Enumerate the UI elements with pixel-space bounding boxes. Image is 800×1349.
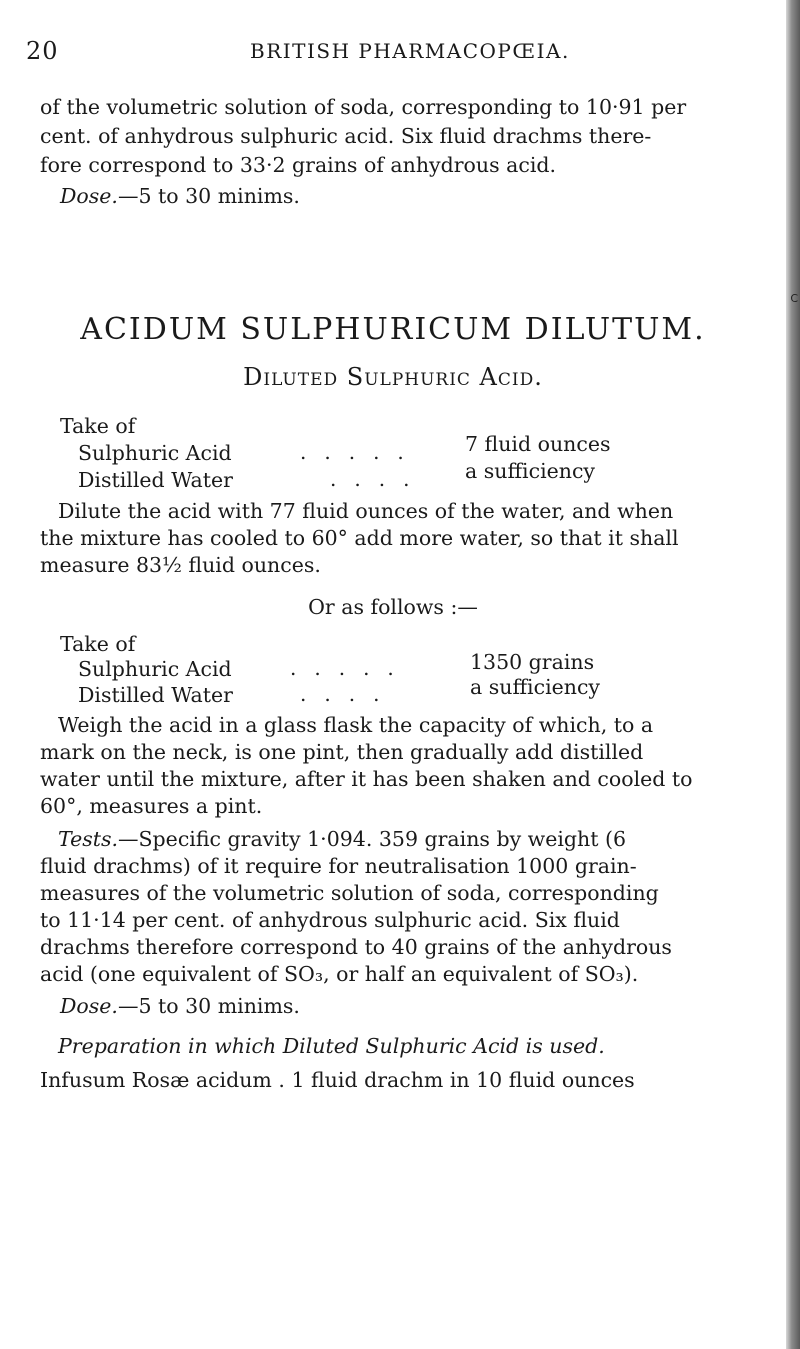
dose-2 xyxy=(60,993,300,1020)
tests-line-5: drachms therefore correspond to 40 grains of the anhydrous xyxy=(40,935,672,959)
leader-dots: ..... xyxy=(290,656,412,680)
or-as-follows: Or as follows :— xyxy=(308,595,478,619)
ingredient-name: Sulphuric Acid xyxy=(78,441,232,465)
ingredient-quantity: a sufficiency xyxy=(470,675,601,699)
method1-line-2: the mixture has cooled to 60° add more water, so that it shall xyxy=(40,526,679,550)
edge-mark: C xyxy=(790,292,798,305)
take-of-1: Take of xyxy=(60,414,136,438)
tests-line-6: acid (one equivalent of SO₃, or half an equivalent of SO₃). xyxy=(40,962,639,986)
tests-line-3: measures of the volumetric solution of soda, corresponding xyxy=(40,881,659,905)
intro-line-3: fore correspond to 33·2 grains of anhydrous acid. xyxy=(40,153,557,177)
method2-line-3: water until the mixture, after it has been shaken and cooled to xyxy=(40,767,693,791)
monograph-title: ACIDUM SULPHURICUM DILUTUM. xyxy=(80,312,706,347)
method1-line-1: Dilute the acid with 77 fluid ounces of the water, and when xyxy=(58,499,674,523)
tests-line-1 xyxy=(58,826,626,853)
leader-dots: .... xyxy=(330,467,428,491)
tests-line-4: to 11·14 per cent. of anhydrous sulphuric acid. Six fluid xyxy=(40,908,620,932)
preparation-heading: Preparation in which Diluted Sulphuric Acid is used. xyxy=(58,1034,605,1058)
dose-label: Dose. xyxy=(60,184,118,208)
dose-label: Dose. xyxy=(60,994,118,1018)
monograph-subtitle: Diluted Sulphuric Acid. xyxy=(243,363,543,391)
ingredient-quantity: a sufficiency xyxy=(465,459,596,483)
dose-value: —5 to 30 minims. xyxy=(117,184,300,208)
running-head: BRITISH PHARMACOPŒIA. xyxy=(250,39,570,63)
intro-line-1: of the volumetric solution of soda, corresponding to 10·91 per xyxy=(40,95,687,119)
page-edge-shadow xyxy=(786,0,800,1349)
preparation-item-name: Infusum Rosæ acidum xyxy=(40,1068,272,1092)
tests-text: —Specific gravity 1·094. 359 grains by weight (6 xyxy=(118,827,627,851)
method2-line-4: 60°, measures a pint. xyxy=(40,794,263,818)
ingredient-quantity: 7 fluid ounces xyxy=(465,432,611,456)
leader-dots: ..... xyxy=(300,440,422,464)
take-of-2: Take of xyxy=(60,632,136,656)
ingredient-name: Sulphuric Acid xyxy=(78,657,232,681)
ingredient-quantity: 1350 grains xyxy=(470,650,595,674)
method1-line-3: measure 83½ fluid ounces. xyxy=(40,553,321,577)
ingredient-name: Distilled Water xyxy=(78,468,233,492)
method2-line-1: Weigh the acid in a glass flask the capacity of which, to a xyxy=(58,713,654,737)
preparation-item xyxy=(40,1067,635,1094)
ingredient-name: Distilled Water xyxy=(78,683,233,707)
page-header xyxy=(0,37,786,67)
separator-dot: . xyxy=(271,1068,292,1092)
dose-value: —5 to 30 minims. xyxy=(117,994,300,1018)
intro-dose xyxy=(60,183,300,210)
intro-line-2: cent. of anhydrous sulphuric acid. Six fluid drachms there- xyxy=(40,124,652,148)
method2-line-2: mark on the neck, is one pint, then gradually add distilled xyxy=(40,740,644,764)
page-number: 20 xyxy=(26,37,59,65)
preparation-item-amount: 1 fluid drachm in 10 fluid ounces xyxy=(291,1068,635,1092)
tests-line-2: fluid drachms) of it require for neutralisation 1000 grain- xyxy=(40,854,637,878)
leader-dots: .... xyxy=(300,682,398,706)
tests-label: Tests. xyxy=(58,827,119,851)
